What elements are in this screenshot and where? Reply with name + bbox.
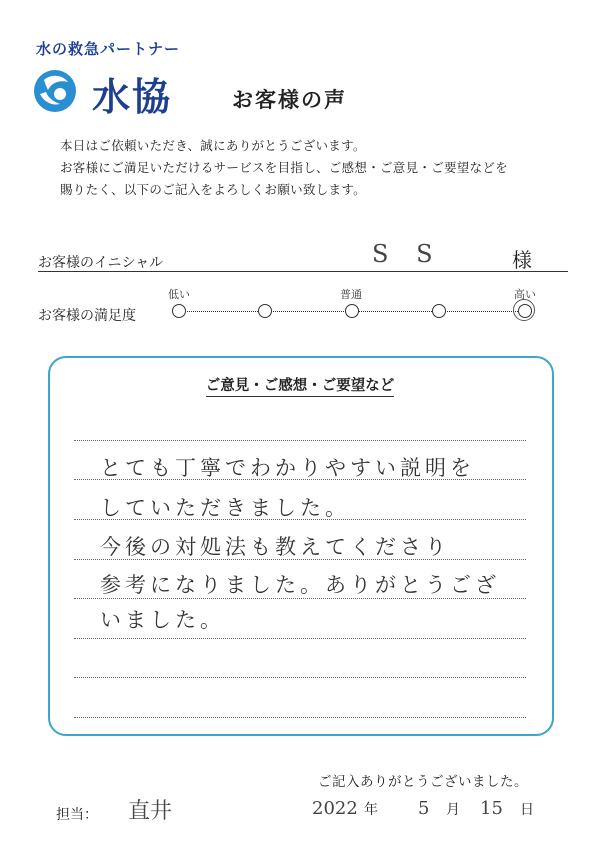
scale-mid-label: 普通 (340, 288, 362, 301)
intro-line-3: 賜りたく、以下のご記入をよろしくお願い致します。 (60, 182, 366, 197)
feedback-line-1: とても丁寧でわかりやすい説明を (100, 456, 475, 480)
feedback-title-text: ご意見・ご感想・ご要望など (206, 378, 395, 397)
page-title: お客様の声 (232, 88, 347, 112)
brand-logo-text: 水協 (92, 75, 173, 119)
feedback-rule-7 (74, 677, 526, 678)
date-day-unit: 日 (520, 802, 534, 818)
date-year: 2022 (312, 798, 358, 819)
initials-label: お客様のイニシャル (38, 255, 164, 271)
satisfaction-scale (168, 282, 550, 322)
selected-circle-mark (513, 299, 535, 321)
brand-tagline: 水の救急パートナー (36, 40, 181, 58)
scale-option-1[interactable] (172, 304, 186, 318)
scale-option-2[interactable] (258, 304, 272, 318)
initials-value[interactable]: S S (372, 240, 443, 268)
satisfaction-label: お客様の満足度 (38, 308, 136, 324)
staff-signature: 直井 (128, 799, 173, 824)
scale-option-4[interactable] (432, 304, 446, 318)
honorific-suffix: 様 (512, 248, 532, 272)
intro-line-1: 本日はご依頼いただき、誠にありがとうございます。 (60, 138, 366, 153)
staff-label: 担当： (56, 807, 98, 823)
feedback-line-4: 参考になりました。ありがとうござ (100, 573, 500, 597)
feedback-line-2: していただきました。 (100, 496, 350, 520)
feedback-title (0, 374, 600, 395)
feedback-rule-1 (74, 440, 526, 441)
date-month-unit: 月 (446, 802, 460, 818)
intro-line-2: お客様にご満足いただけるサービスを目指し、ご感想・ご意見・ご要望などを (60, 160, 509, 175)
feedback-line-5: いました。 (100, 608, 225, 632)
water-drop-logo-icon (30, 68, 80, 114)
scale-option-3[interactable] (345, 304, 359, 318)
initials-underline (38, 271, 568, 272)
scale-low-label: 低い (168, 288, 190, 301)
feedback-rule-8 (74, 717, 526, 718)
date-day: 15 (480, 798, 503, 819)
date-month: 5 (418, 798, 430, 819)
thank-you-text: ご記入ありがとうございました。 (318, 774, 528, 790)
feedback-rule-6 (74, 638, 526, 639)
feedback-line-3: 今後の対処法も教えてくださり (100, 535, 450, 559)
scale-high-label: 高い (514, 288, 536, 301)
date-year-unit: 年 (364, 802, 378, 818)
